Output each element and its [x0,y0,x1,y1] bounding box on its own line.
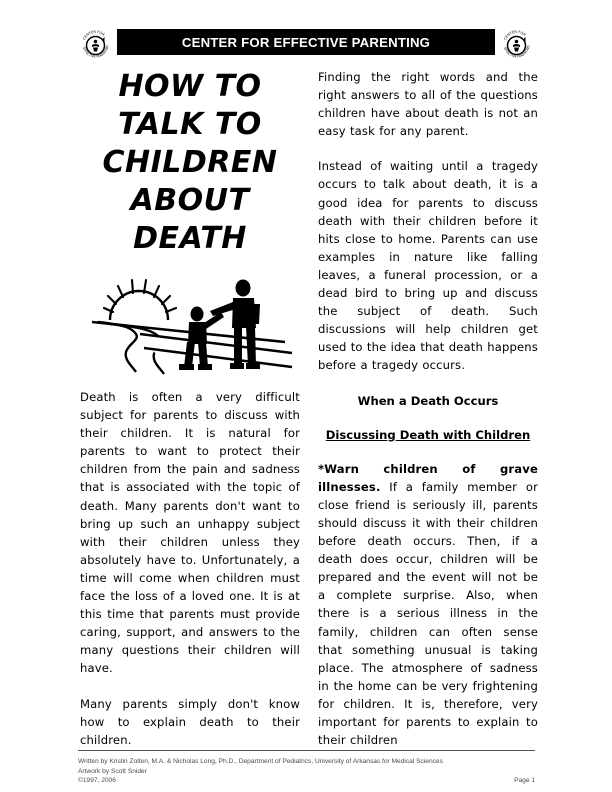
footer-page-number: Page 1 [514,777,535,785]
left-paragraph-1: Death is often a very difficult subject for parents to discuss with their children. It is natural for parents to want to protect their children from the pain and sadness that is associated with the topic of death. Many parents don't want to bring up such an unhappy subject with their children unless they absolutely have to. Unfortunately, a time will come when children must face the loss of a loved one. It is at this time that parents must provide caring, support, and answers to the many questions their children will have. [80,390,300,676]
page-footer [78,757,535,786]
page-title-line-2: TALK TO [118,107,262,142]
center-for-effective-parenting-seal-left [78,27,113,62]
bullet-warn-children-of-grave-illnesses [318,460,538,750]
right-paragraph-1: Finding the right words and the right answers to all of the questions children have about death is not an easy task for any parent. [318,70,538,139]
section-heading-when-a-death-occurs: When a Death Occurs [357,393,499,408]
header-banner [117,29,495,55]
footer-copyright: ©1997, 2006 [78,777,116,785]
page-title-line-4: ABOUT [130,183,250,218]
bullet-body-text: If a family member or close friend is seriously ill, parents should discuss it with their children before death occurs. Then, if a death does occur, children will be prepared and the event will not be a complete surprise. Also, when there is a serious illness in the family, children can often sense that something unusual is taking place. The atmosphere of sadness in the home can be very frightening for children. It is, therefore, very important for parents to explain to their children [318,479,538,748]
footer-credit-line: Written by Kristin Zolten, M.A. & Nicholas Long, Ph.D., Department of Pediatrics, University of Arkansas for Medical Sciences [78,758,443,765]
right-column [318,68,538,749]
footer-divider [78,750,535,751]
page-title-line-5: DEATH [133,221,247,256]
center-for-effective-parenting-seal-right [499,27,534,62]
left-column [80,68,300,749]
left-paragraph-2: Many parents simply don't know how to explain death to their children. [80,696,300,747]
svg-text:CENTER FOR: CENTER FOR [503,29,527,41]
sub-heading-discussing-death-with-children: Discussing Death with Children [325,427,531,442]
parent-and-child-walking-toward-sunrise-illustration [80,268,300,376]
page-title-line-3: CHILDREN [102,145,278,180]
svg-text:EFFECTIVE PARENTING: EFFECTIVE PARENTING [502,44,531,59]
header-banner-title: CENTER FOR EFFECTIVE PARENTING [181,34,431,50]
page-header [78,27,534,61]
footer-artwork-line: Artwork by Scott Snider [78,767,147,775]
bullet-lead-text: *Warn children of grave illnesses. [318,461,538,494]
svg-text:CENTER FOR: CENTER FOR [82,29,106,41]
page-title [80,68,300,262]
svg-text:EFFECTIVE PARENTING: EFFECTIVE PARENTING [81,44,110,59]
page-title-line-1: HOW TO [118,69,262,104]
right-paragraph-2: Instead of waiting until a tragedy occurs to talk about death, it is a good idea for parents to discuss death with their children before it hits close to home. Parents can use examples in nature like falling leaves, a funeral procession, or a dead bird to bring up and discuss the subject of death. Such discussions will help children get used to the idea that death happens before a tragedy occurs. [318,159,538,373]
